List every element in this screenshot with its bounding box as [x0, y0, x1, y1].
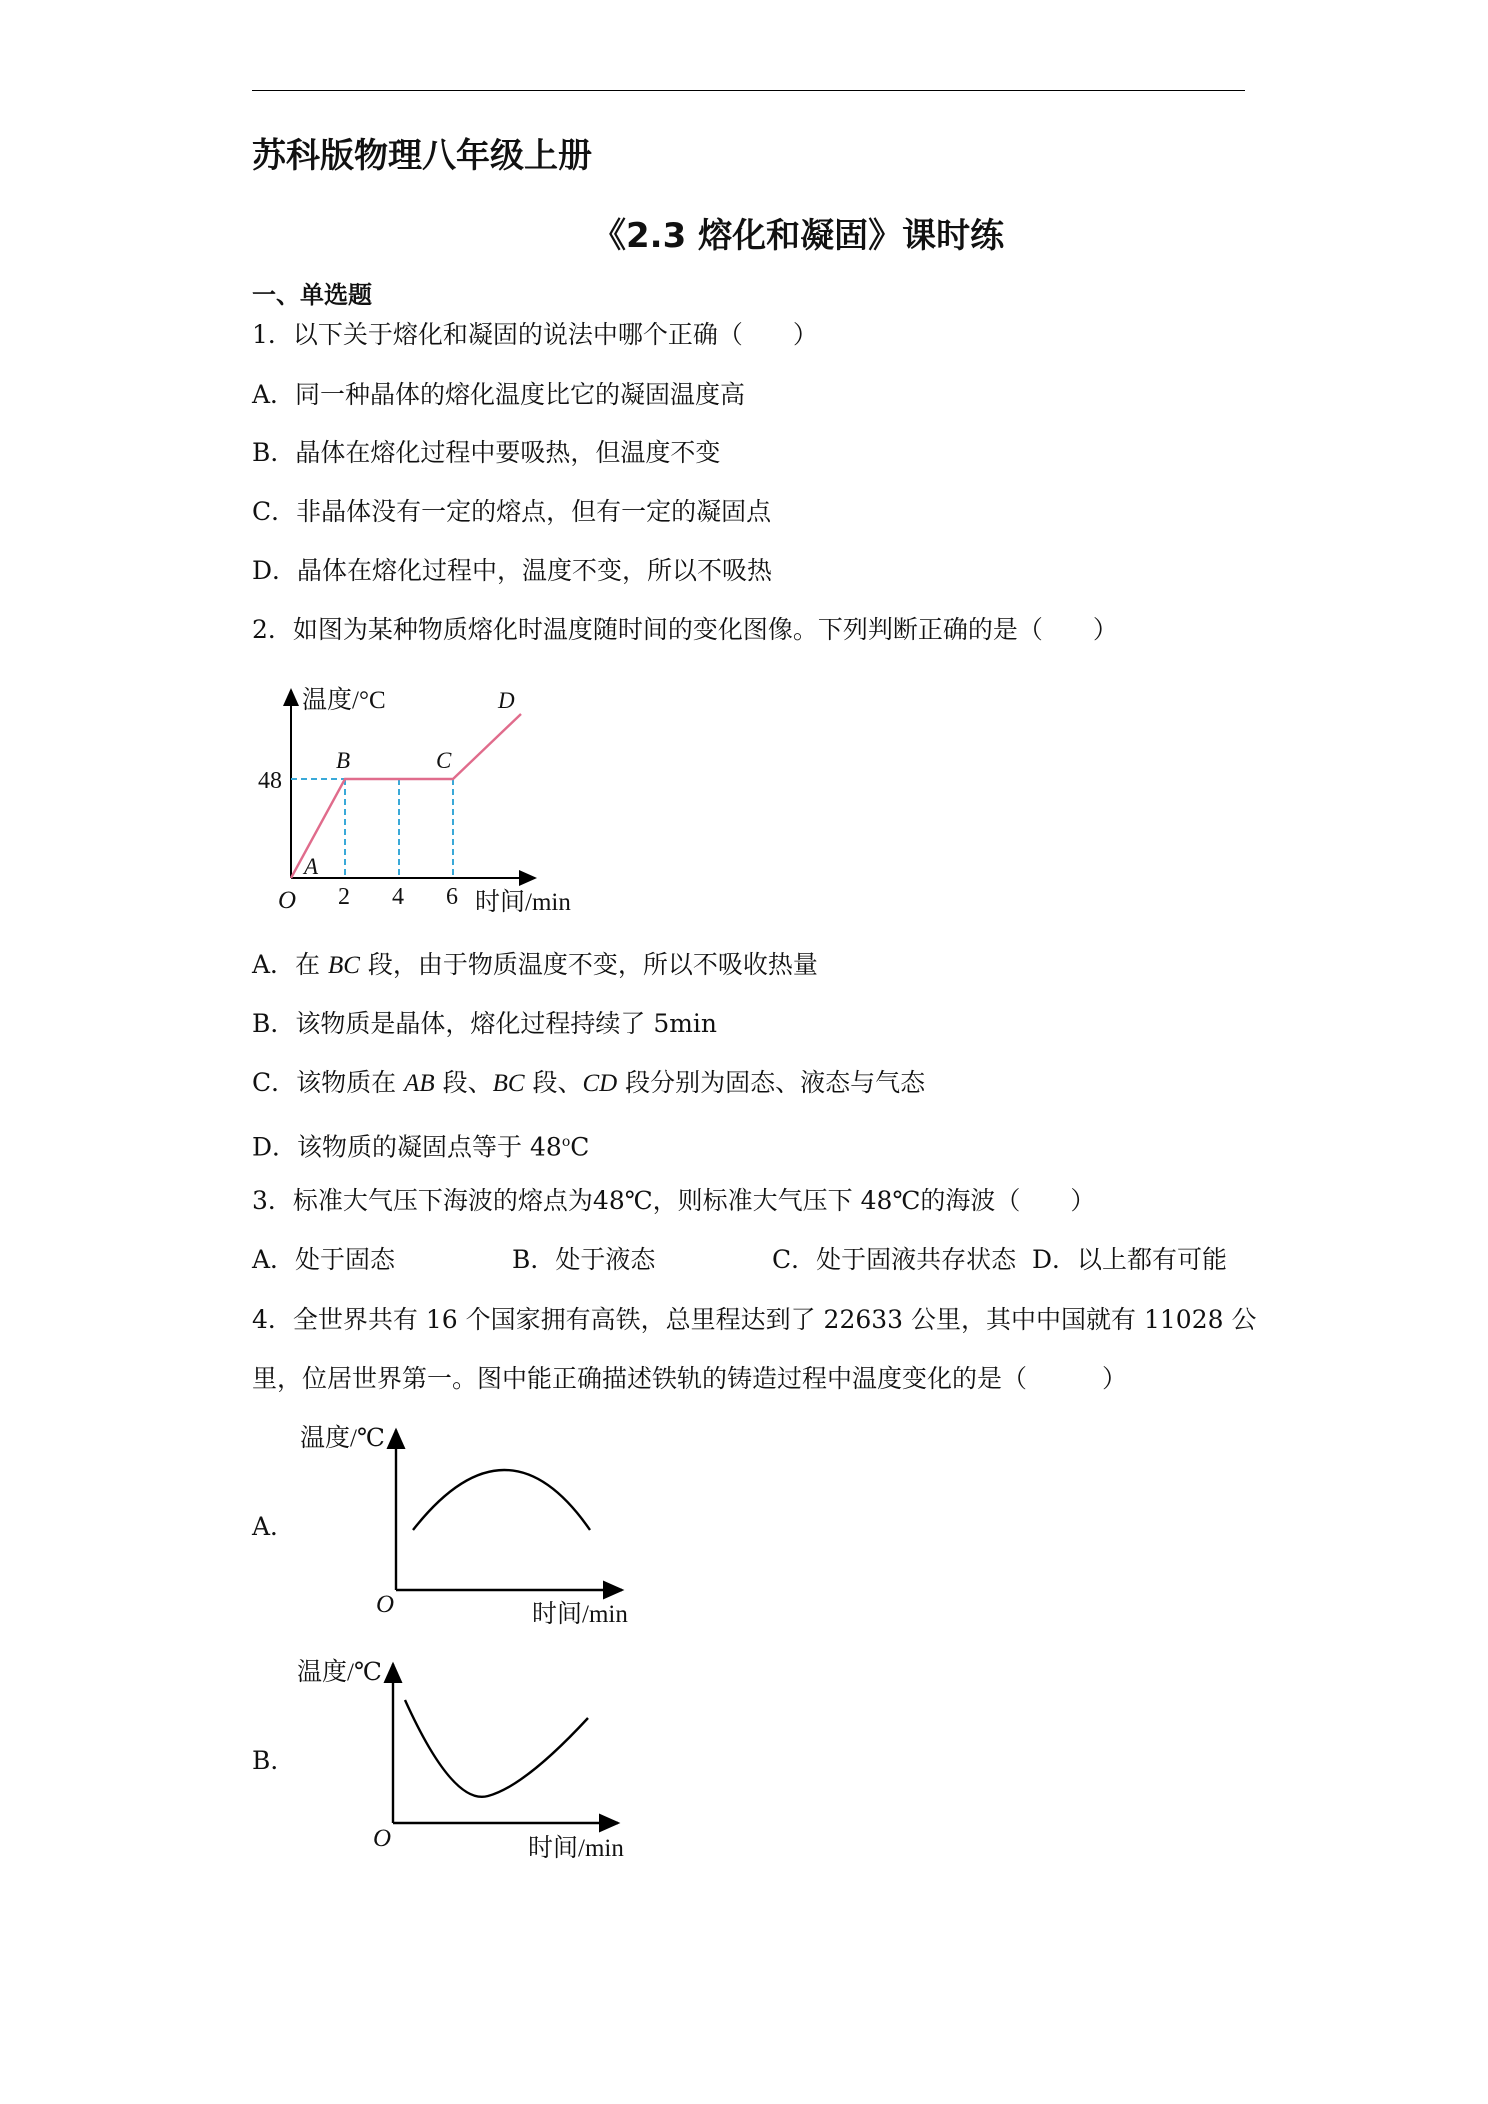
q1-option-c: C．非晶体没有一定的熔点，但有一定的凝固点: [252, 497, 772, 526]
q3-option-d: D．以上都有可能: [1032, 1245, 1228, 1274]
q2-temperature-curve: [291, 714, 521, 878]
q4b-y-label: 温度/℃: [297, 1659, 382, 1686]
q4-option-a-label: A．: [252, 1512, 296, 1541]
q2-point-d: D: [498, 688, 515, 713]
q4-stem-line1: 4．全世界共有 16 个国家拥有高铁，总里程达到了 22633 公里，其中中国就有 11028 公: [252, 1305, 1257, 1334]
q2-stem: 2．如图为某种物质熔化时温度随时间的变化图像。下列判断正确的是（ ）: [252, 615, 1118, 644]
q1-option-b: B．晶体在熔化过程中要吸热，但温度不变: [252, 438, 721, 467]
q2-option-b: B．该物质是晶体，熔化过程持续了 5min: [252, 1009, 718, 1038]
q3-stem: 3．标准大气压下海波的熔点为48℃，则标准大气压下 48℃的海波（ ）: [252, 1186, 1096, 1215]
document-subtitle: 苏科版物理八年级上册: [252, 136, 592, 176]
document-title: 《2.3 熔化和凝固》课时练: [592, 216, 1005, 256]
q1-option-d: D．晶体在熔化过程中，温度不变，所以不吸热: [252, 556, 773, 585]
q3-option-b: B．处于液态: [512, 1245, 656, 1274]
q4a-x-label: 时间/min: [532, 1601, 628, 1628]
q2-option-c: C．该物质在 AB 段、BC 段、CD 段分别为固态、液态与气态: [252, 1068, 926, 1097]
q4-graph-b: [290, 1650, 650, 1865]
q4b-origin: O: [373, 1825, 392, 1852]
q4-stem-line2: 里，位居世界第一。图中能正确描述铁轨的铸造过程中温度变化的是（ ）: [252, 1364, 1128, 1393]
section-heading: 一、单选题: [252, 281, 372, 309]
q2-point-a: A: [304, 854, 319, 879]
q3-option-c: C．处于固液共存状态: [772, 1245, 1017, 1274]
q2-x-tick-2: 2: [338, 884, 350, 910]
q4-graph-a: [290, 1415, 650, 1630]
q2-melting-graph: [250, 675, 590, 920]
q2-x-tick-4: 4: [392, 884, 404, 910]
q2-y-label: 温度/°C: [302, 687, 386, 714]
q4b-x-label: 时间/min: [528, 1835, 624, 1862]
q2-y-tick-48: 48: [258, 768, 282, 794]
q1-stem: 1．以下关于熔化和凝固的说法中哪个正确（ ）: [252, 320, 818, 349]
q3-option-a: A．处于固态: [252, 1245, 396, 1274]
q2-point-c: C: [436, 748, 452, 773]
q4a-origin: O: [376, 1591, 395, 1618]
q4a-y-label: 温度/℃: [300, 1425, 385, 1452]
q2-x-label: 时间/min: [475, 889, 571, 916]
q1-option-a: A．同一种晶体的熔化温度比它的凝固温度高: [252, 380, 746, 409]
q2-option-a: A．在 BC 段，由于物质温度不变，所以不吸收热量: [252, 950, 818, 979]
q4a-curve: [413, 1470, 590, 1530]
q4-option-b-label: B．: [252, 1746, 296, 1775]
q2-point-b: B: [336, 748, 351, 773]
q2-origin-label: O: [278, 887, 297, 914]
q2-x-tick-6: 6: [446, 884, 458, 910]
q4b-curve: [405, 1700, 588, 1797]
header-rule: [252, 90, 1245, 91]
q2-option-d: D．该物质的凝固点等于 48$^o$C: [252, 1132, 590, 1162]
